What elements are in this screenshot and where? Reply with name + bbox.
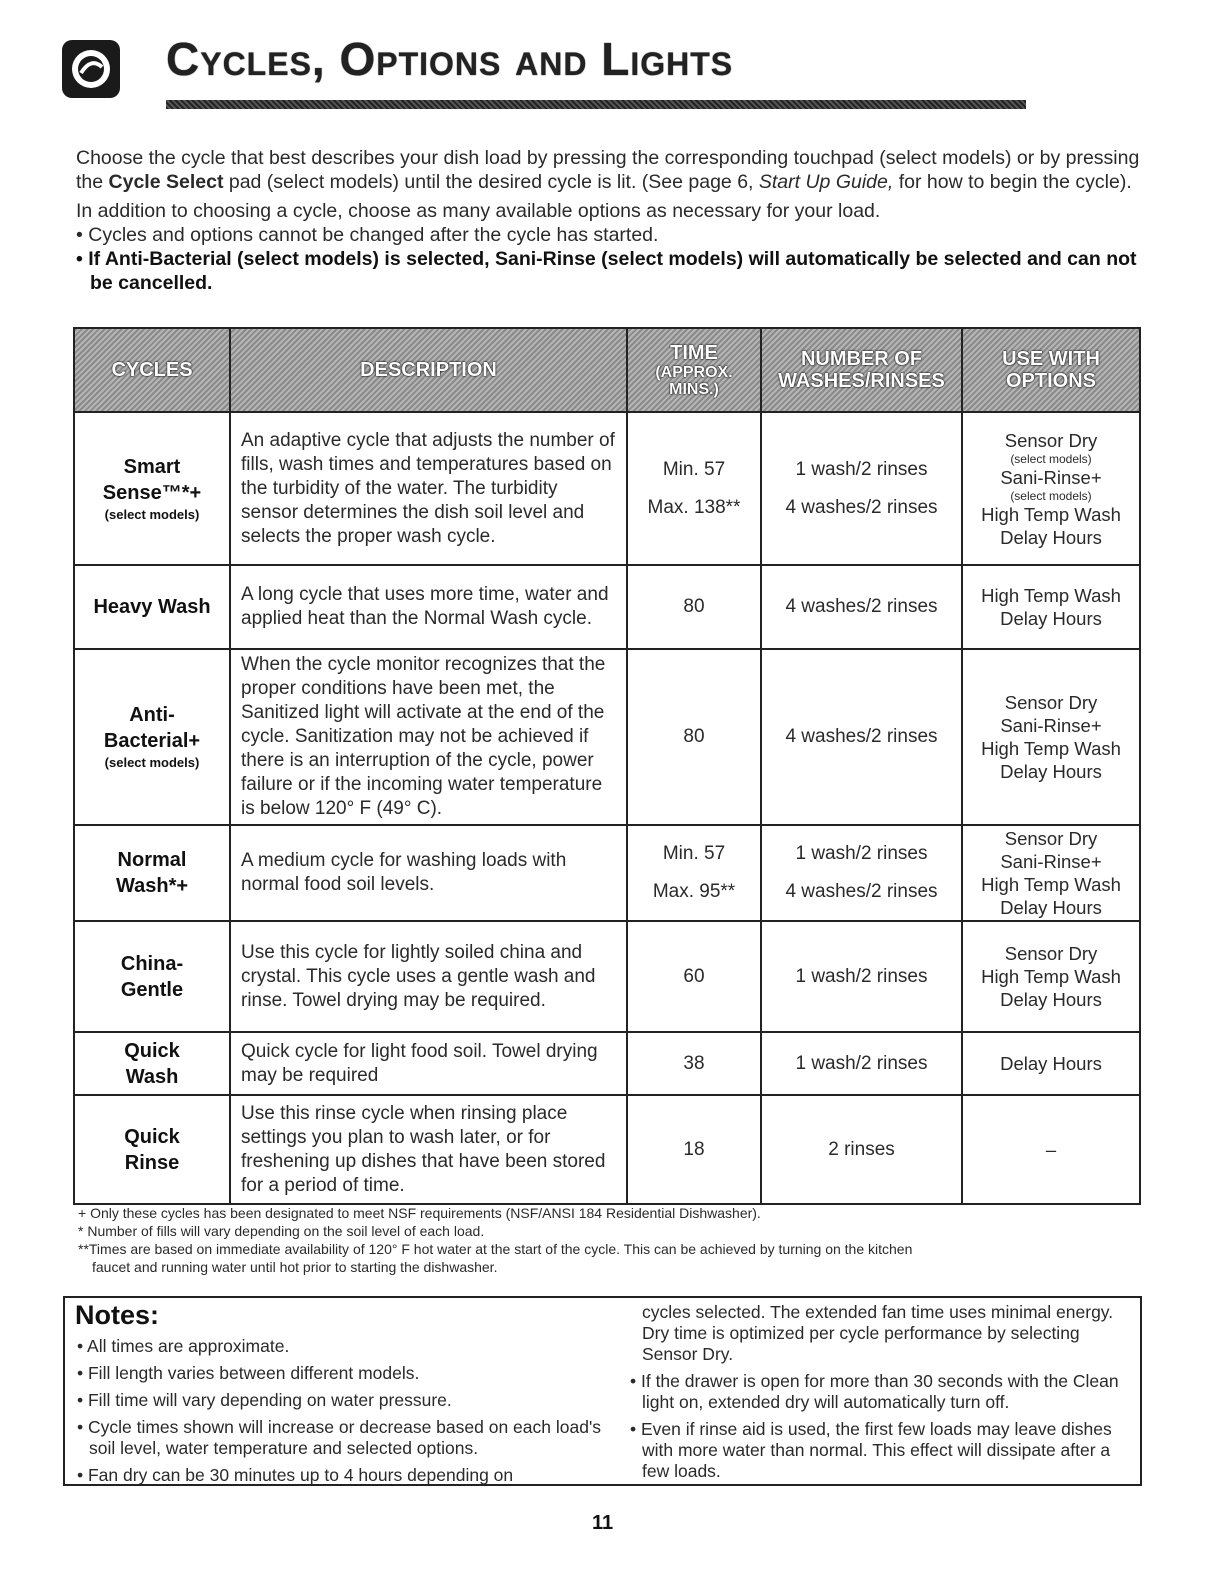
cycle-time-value: 80 bbox=[683, 726, 705, 747]
cycle-name-line: Quick bbox=[124, 1125, 180, 1148]
option-item: Sensor Dry bbox=[1004, 692, 1098, 713]
note-item: • If the drawer is open for more than 30 seconds with the Clean light on, extended dry will automatically turn off. bbox=[630, 1371, 1119, 1412]
table-row bbox=[75, 413, 1139, 566]
cycle-time bbox=[628, 413, 762, 564]
cycle-options bbox=[963, 826, 1139, 920]
start-up-guide-reference: Start Up Guide, bbox=[758, 171, 894, 193]
cycle-name-line: Quick bbox=[124, 1039, 180, 1062]
option-item: High Temp Wash bbox=[981, 503, 1121, 525]
cycle-description: Use this cycle for lightly soiled china and crystal. This cycle uses a gentle wash and rinse. Towel drying may be required. bbox=[231, 922, 628, 1031]
dishwasher-cycle-icon bbox=[62, 40, 120, 98]
header-description: DESCRIPTION bbox=[231, 329, 628, 411]
cycle-time bbox=[628, 922, 762, 1031]
cycle-name bbox=[75, 566, 231, 648]
cycle-name-line: Rinse bbox=[124, 1151, 180, 1174]
cycle-options bbox=[963, 566, 1139, 648]
table-row bbox=[75, 826, 1139, 922]
cycle-description: An adaptive cycle that adjusts the number of fills, wash times and temperatures based on the turbidity of the water. The turbidity sensor determines the dish soil level and selects the proper wash cycle. bbox=[231, 413, 628, 564]
option-item: Sensor Dry bbox=[1004, 429, 1098, 451]
cycle-washes-value: 2 rinses bbox=[828, 1138, 895, 1160]
cycle-description: When the cycle monitor recognizes that the proper conditions have been met, the Sanitized light will activate at the end of the cycle. Sanitization may not be achieved if there is an interruption of the cycle, power failure or if the incoming water temperature is below 120° F (49° C). bbox=[231, 650, 628, 824]
cycle-washes bbox=[762, 826, 963, 920]
cycle-description: A long cycle that uses more time, water and applied heat than the Normal Wash cycle. bbox=[231, 566, 628, 648]
footnote: + Only these cycles has been designated to meet NSF requirements (NSF/ANSI 184 Residential Dishwasher). bbox=[78, 1205, 761, 1221]
cycle-washes bbox=[762, 1096, 963, 1203]
cycle-name bbox=[75, 826, 231, 920]
cycle-washes-value: 1 wash/2 rinses bbox=[795, 965, 928, 987]
notes-title: Notes: bbox=[75, 1300, 160, 1330]
header-washes-line: WASHES/RINSES bbox=[778, 370, 945, 392]
cycle-name-line: Wash bbox=[125, 1065, 179, 1088]
cycle-name bbox=[75, 922, 231, 1031]
cycle-name bbox=[75, 413, 231, 564]
cycle-time-value: 80 bbox=[683, 596, 705, 617]
cycle-description: Quick cycle for light food soil. Towel drying may be required bbox=[231, 1033, 628, 1094]
option-item: Delay Hours bbox=[1000, 1053, 1102, 1074]
cycle-name-line: Wash*+ bbox=[115, 875, 189, 897]
cycle-washes-value: 1 wash/2 rinses bbox=[795, 458, 928, 480]
cycle-time-value: 60 bbox=[683, 965, 705, 987]
footnote: * Number of fills will vary depending on the soil level of each load. bbox=[78, 1223, 485, 1239]
cycle-washes bbox=[762, 566, 963, 648]
table-row bbox=[75, 650, 1139, 826]
cycle-washes-value: 1 wash/2 rinses bbox=[795, 1052, 928, 1074]
cycle-name bbox=[75, 1033, 231, 1094]
cycle-name-line: China- bbox=[120, 952, 184, 975]
cycle-name-line: Bacterial+ bbox=[103, 730, 201, 752]
page-header bbox=[62, 28, 967, 118]
note-item: • Fill length varies between different models. bbox=[77, 1363, 420, 1383]
option-item: Delay Hours bbox=[1000, 897, 1102, 918]
option-item: Sensor Dry bbox=[1004, 943, 1098, 964]
title-underline bbox=[166, 100, 1026, 109]
notes-box bbox=[63, 1296, 1142, 1486]
cycle-select-emphasis: Cycle Select bbox=[108, 171, 224, 193]
intro-text bbox=[76, 146, 1146, 295]
option-item: Delay Hours bbox=[1000, 608, 1102, 629]
cycle-washes bbox=[762, 1033, 963, 1094]
option-item: Sani-Rinse+ bbox=[1000, 715, 1102, 736]
cycle-washes-value: 4 washes/2 rinses bbox=[785, 596, 938, 617]
header-washes-line: NUMBER OF bbox=[800, 348, 923, 370]
cycle-washes-value: 4 washes/2 rinses bbox=[785, 496, 938, 518]
cycle-time bbox=[628, 1033, 762, 1094]
cycle-options bbox=[963, 1033, 1139, 1094]
footnote: **Times are based on immediate availability of 120° F hot water at the start of the cycle. This can be achieved by turning on the kitchen bbox=[78, 1241, 913, 1257]
cycle-time bbox=[628, 1096, 762, 1203]
intro-warning-bullet: • If Anti-Bacterial (select models) is selected, Sani-Rinse (select models) will automatically be selected and can not be cancelled. bbox=[76, 248, 1137, 294]
option-item: Sensor Dry bbox=[1004, 828, 1098, 849]
cycle-time-value: Max. 138** bbox=[647, 496, 741, 518]
note-item: • Fan dry can be 30 minutes up to 4 hours depending on bbox=[77, 1465, 514, 1485]
cycle-time-value: Max. 95** bbox=[652, 881, 736, 902]
notes-right-column bbox=[630, 1302, 1130, 1488]
option-note: (select models) bbox=[1010, 488, 1092, 503]
cycles-table bbox=[73, 327, 1141, 1205]
note-item: • All times are approximate. bbox=[77, 1336, 290, 1356]
cycle-name-note: (select models) bbox=[104, 755, 200, 770]
cycle-washes-value: 1 wash/2 rinses bbox=[795, 843, 928, 864]
note-item: • Fill time will vary depending on water pressure. bbox=[77, 1390, 452, 1410]
cycle-options bbox=[963, 413, 1139, 564]
cycle-time bbox=[628, 826, 762, 920]
option-note: (select models) bbox=[1010, 451, 1092, 466]
cycle-name-line: Smart bbox=[123, 455, 181, 478]
cycle-time-value: 18 bbox=[683, 1138, 705, 1160]
cycle-description: A medium cycle for washing loads with normal food soil levels. bbox=[231, 826, 628, 920]
table-footnotes bbox=[78, 1204, 1148, 1276]
table-row bbox=[75, 922, 1139, 1033]
cycle-washes bbox=[762, 650, 963, 824]
cycle-time-value: Min. 57 bbox=[662, 458, 726, 480]
option-item: – bbox=[1045, 1139, 1057, 1160]
header-options-line: OPTIONS bbox=[1005, 370, 1096, 392]
intro-text-part: pad (select models) until the desired cycle is lit. (See page 6, bbox=[223, 171, 759, 193]
cycle-name-line: Normal bbox=[117, 849, 187, 871]
cycle-options bbox=[963, 1096, 1139, 1203]
header-washes bbox=[762, 329, 963, 411]
option-item: Sani-Rinse+ bbox=[1000, 466, 1102, 488]
intro-paragraph-1 bbox=[76, 146, 1146, 194]
cycle-time-value: Min. 57 bbox=[662, 843, 726, 864]
cycle-time bbox=[628, 650, 762, 824]
cycle-description: Use this rinse cycle when rinsing place settings you plan to wash later, or for freshening up dishes that have been stored for a period of time. bbox=[231, 1096, 628, 1203]
intro-bullet: • Cycles and options cannot be changed after the cycle has started. bbox=[76, 224, 659, 246]
page-title: Cycles, Options and Lights bbox=[166, 33, 734, 85]
option-item: High Temp Wash bbox=[981, 738, 1121, 759]
cycle-options bbox=[963, 650, 1139, 824]
option-item: Delay Hours bbox=[1000, 761, 1102, 782]
note-item-continued: cycles selected. The extended fan time uses minimal energy. Dry time is optimized per cycle performance by selecting Sensor Dry. bbox=[642, 1302, 1114, 1364]
option-item: Delay Hours bbox=[1000, 526, 1102, 548]
cycle-washes bbox=[762, 413, 963, 564]
table-row bbox=[75, 1033, 1139, 1096]
cycle-time-value: 38 bbox=[683, 1052, 705, 1074]
notes-left-column bbox=[77, 1336, 622, 1492]
cycle-washes-value: 4 washes/2 rinses bbox=[785, 726, 938, 747]
option-item: High Temp Wash bbox=[981, 874, 1121, 895]
header-options-line: USE WITH bbox=[1002, 348, 1100, 370]
header-time-line: MINS.) bbox=[669, 381, 719, 398]
cycle-washes bbox=[762, 922, 963, 1031]
cycle-time bbox=[628, 566, 762, 648]
option-item: Sani-Rinse+ bbox=[1000, 851, 1102, 872]
header-time-line: (APPROX. bbox=[655, 364, 733, 381]
option-item: High Temp Wash bbox=[981, 585, 1121, 606]
table-row bbox=[75, 1096, 1139, 1203]
note-item: • Even if rinse aid is used, the first few loads may leave dishes with more water than normal. This effect will dissipate after a few loads. bbox=[630, 1419, 1112, 1481]
cycle-washes-value: 4 washes/2 rinses bbox=[785, 881, 938, 902]
cycle-name-line: Sense™*+ bbox=[102, 481, 202, 504]
table-row bbox=[75, 566, 1139, 650]
cycle-name-line: Heavy Wash bbox=[93, 596, 211, 618]
cycle-name bbox=[75, 650, 231, 824]
intro-paragraph-2: In addition to choosing a cycle, choose as many available options as necessary for your load. bbox=[76, 200, 881, 222]
cycle-options bbox=[963, 922, 1139, 1031]
cycle-name-line: Anti- bbox=[129, 704, 175, 726]
footnote: faucet and running water until hot prior to starting the dishwasher. bbox=[92, 1259, 498, 1275]
header-time-line: TIME bbox=[670, 342, 718, 364]
cycle-name bbox=[75, 1096, 231, 1203]
option-item: High Temp Wash bbox=[981, 966, 1121, 987]
header-time bbox=[628, 329, 762, 411]
cycle-name-note: (select models) bbox=[104, 506, 200, 522]
cycle-name-line: Gentle bbox=[120, 978, 184, 1001]
header-cycles: CYCLES bbox=[75, 329, 231, 411]
intro-text-part: for how to begin the cycle). bbox=[893, 171, 1132, 193]
intro-text-part: Choose the cycle that best describes your dish load by pressing the corresponding touchpad (select models) or by pressing the bbox=[76, 147, 1140, 193]
option-item: Delay Hours bbox=[1000, 989, 1102, 1010]
page-number: 11 bbox=[592, 1512, 614, 1534]
table-header bbox=[75, 329, 1139, 413]
header-options bbox=[963, 329, 1139, 411]
note-item: • Cycle times shown will increase or decrease based on each load's soil level, water temperature and selected options. bbox=[77, 1417, 602, 1458]
